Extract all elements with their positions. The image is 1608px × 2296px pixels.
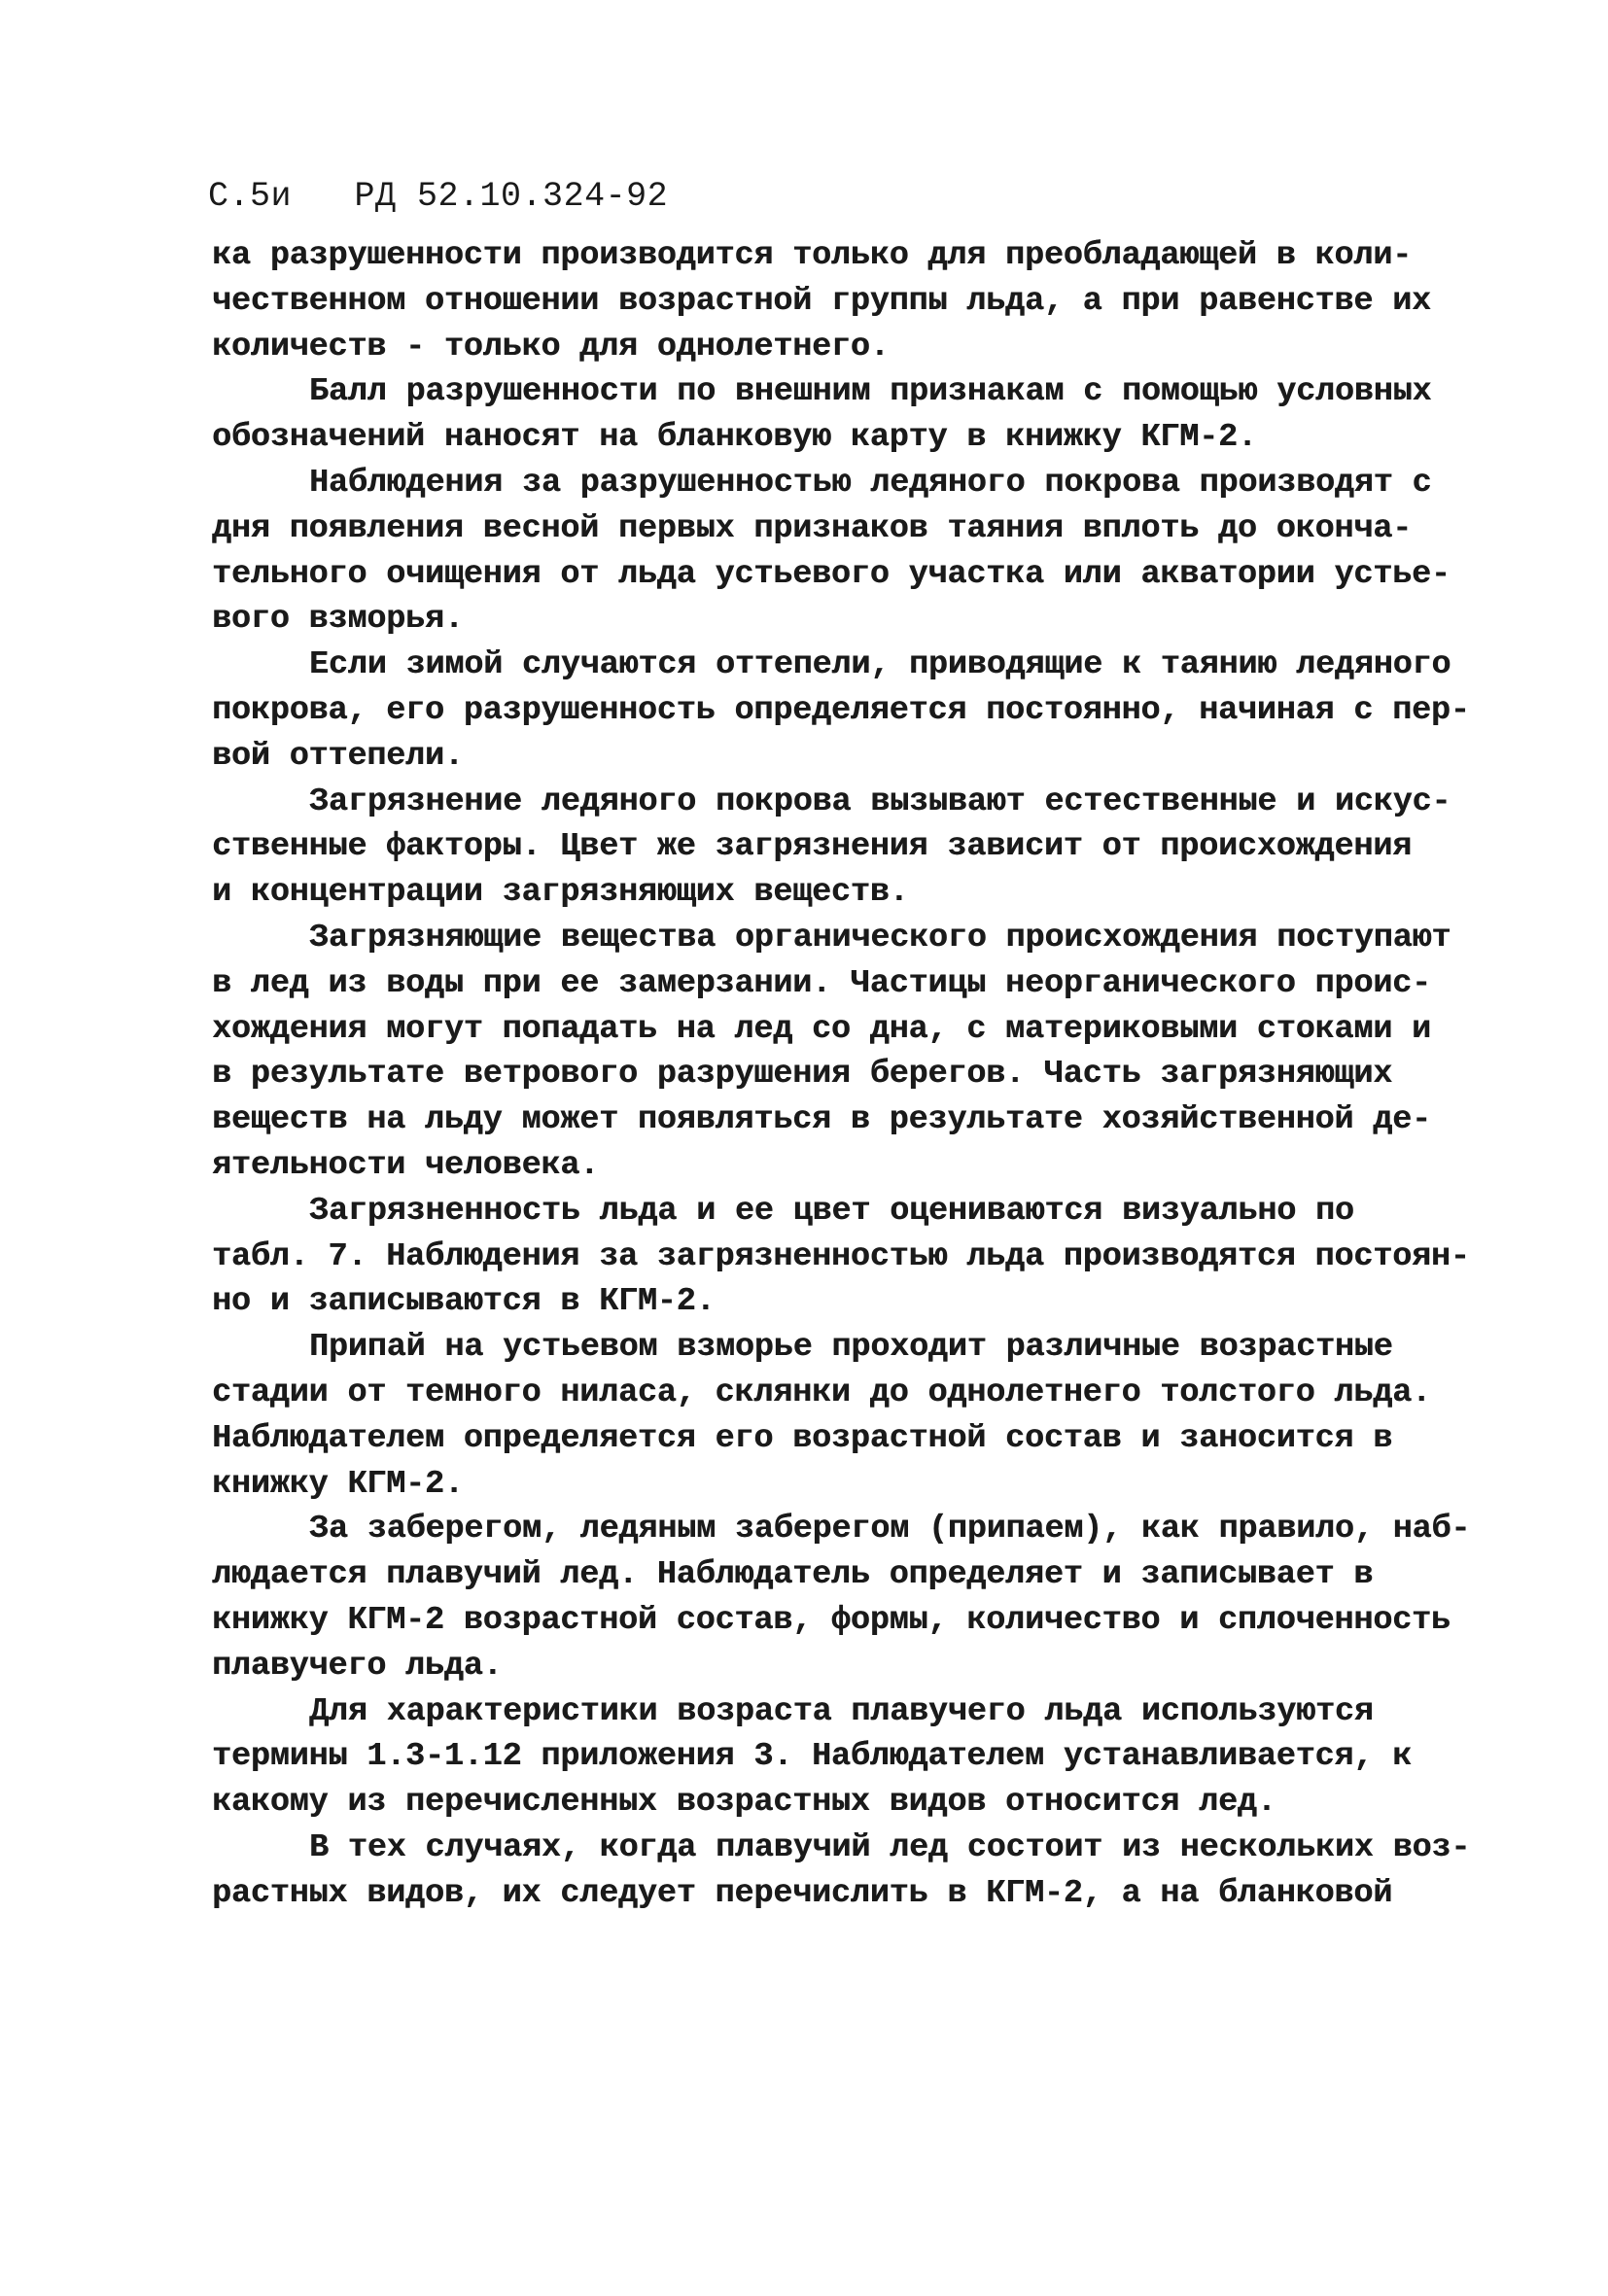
text-line: и концентрации загрязняющих веществ. [212,874,909,912]
text-line: ка разрушенности производится только для преобладающей в коли- [212,237,1413,274]
page-number: С.5и [208,177,293,216]
text-line: стадии от темного ниласа, склянки до однолетнего толстого льда. [212,1374,1431,1411]
text-line: Наблюдения за разрушенностью ледяного покрова производят с [309,464,1432,502]
text-line: какому из перечисленных возрастных видов относится лед. [212,1784,1276,1822]
text-line: дня появления весной первых признаков таяния вплоть до оконча- [212,509,1413,547]
text-line: людается плавучий лед. Наблюдатель определяет и записывает в [212,1556,1374,1594]
text-line: в лед из воды при ее замерзании. Частицы неорганического проис- [212,964,1431,1002]
text-line: книжку КГМ-2 возрастной состав, формы, количество и сплоченность [212,1601,1451,1639]
body-text [212,233,1471,1916]
text-line: но и записываются в КГМ-2. [212,1283,716,1321]
text-line: чественном отношении возрастной группы льда, а при равенстве их [212,282,1431,320]
text-line: Загрязняющие вещества органического происхождения поступают [309,919,1451,957]
text-line: обозначений наносят на бланковую карту в книжку КГМ-2. [212,419,1257,457]
text-line: веществ на льду может появляться в результате хозяйственной де- [212,1101,1431,1139]
text-line: Если зимой случаются оттепели, приводящие к таянию ледяного [309,646,1451,684]
text-line: растных видов, их следует перечислить в КГМ-2, а на бланковой [212,1874,1393,1912]
text-line: вой оттепели. [212,737,464,775]
text-line: Загрязнение ледяного покрова вызывают естественные и искус- [309,783,1451,820]
text-line: книжку КГМ-2. [212,1465,464,1503]
document-code: РД 52.10.324-92 [354,177,669,216]
text-line: в результате ветрового разрушения берегов. Часть загрязняющих [212,1056,1393,1094]
text-line: хождения могут попадать на лед со дна, с материковыми стоками и [212,1010,1431,1048]
page-header [208,177,668,216]
text-line: В тех случаях, когда плавучий лед состоит из нескольких воз- [309,1828,1471,1866]
text-line: тельного очищения от льда устьевого участка или акватории устье- [212,555,1451,593]
text-line: За заберегом, ледяным заберегом (припаем), как правило, наб- [309,1511,1471,1548]
text-line: Загрязненность льда и ее цвет оцениваются визуально по [309,1192,1354,1230]
text-line: количеств - только для однолетнего. [212,328,890,365]
text-line: Припай на устьевом взморье проходит различные возрастные [309,1329,1393,1367]
text-line: Балл разрушенности по внешним признакам с помощью условных [309,373,1432,411]
text-line: ятельности человека. [212,1146,600,1184]
text-line: вого взморья. [212,601,464,639]
text-line: плавучего льда. [212,1647,503,1685]
text-line: Для характеристики возраста плавучего льда используются [309,1692,1374,1730]
text-line: покрова, его разрушенность определяется постоянно, начиная с пер- [212,691,1470,729]
text-line: термины 1.3-1.12 приложения 3. Наблюдателем устанавливается, к [212,1738,1413,1776]
text-line: табл. 7. Наблюдения за загрязненностью льда производятся постоян- [212,1237,1470,1275]
text-line: Наблюдателем определяется его возрастной состав и заносится в [212,1419,1393,1457]
text-line: ственные факторы. Цвет же загрязнения зависит от происхождения [212,828,1413,866]
